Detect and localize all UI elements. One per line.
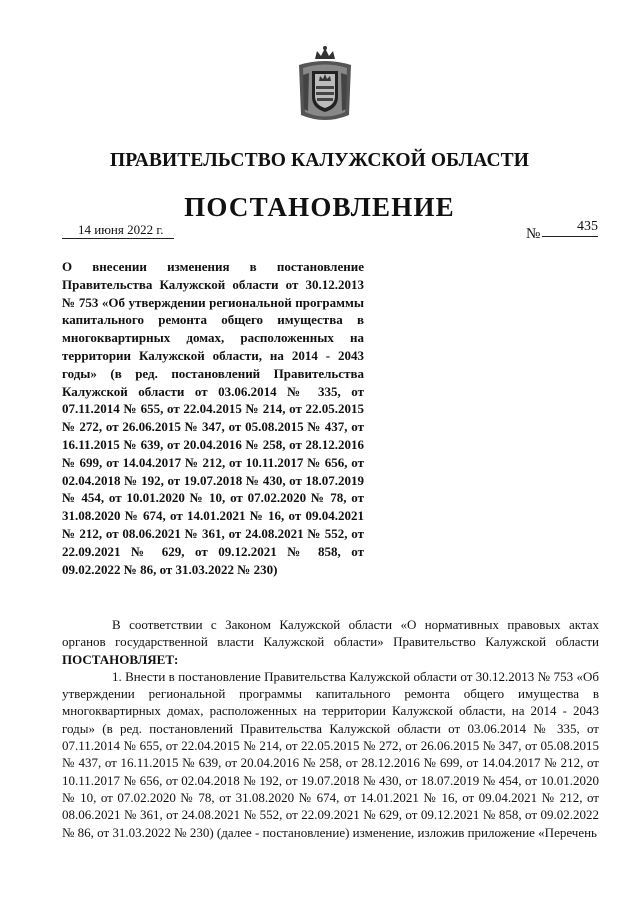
document-subject xyxy=(62,258,364,578)
document-type-title: ПОСТАНОВЛЕНИЕ xyxy=(184,192,455,222)
number-label: № xyxy=(526,226,541,242)
document-number: 435 xyxy=(542,218,598,237)
document-date: 14 июня 2022 г. xyxy=(62,222,174,239)
preamble-text: В соответствии с Законом Калужской области «О нормативных правовых актах органов государственной власти Калужской области» Правительство Калужской области xyxy=(62,617,599,650)
preamble-paragraph xyxy=(62,616,599,668)
document-body xyxy=(62,616,599,841)
subject-last-line: 09.02.2022 № 86, от 31.03.2022 № 230) xyxy=(62,561,278,577)
decree-word: ПОСТАНОВЛЯЕТ: xyxy=(62,651,179,667)
subject-text: О внесении изменения в постановление Правительства Калужской области от 30.12.2013 № 753 «Об утверждении региональной программы капитального ремонта общего имущества в многоквартирных домах, расположенных на территории Калужской области, на 2014 - 2043 годы» (в ред. постановлений Правительства Калужской области от 03.06.2014 № 335, от 07.11.2014 № 655, от 22.04.2015 № 214, от 22.05.2015 № 272, от 26.06.2015 № 347, от 05.08.2015 № 437, от 16.11.2015 № 639, от 20.04.2016 № 258, от 28.12.2016 № 699, от 14.04.2017 № 212, от 10.11.2017 № 656, от 02.04.2018 № 192, от 19.07.2018 № 430, от 18.07.2019 № 454, от 10.01.2020 № 10, от 07.02.2020 № 78, от 31.08.2020 № 674, от 14.01.2021 № 16, от 09.04.2021 № 212, от 08.06.2021 № 361, от 24.08.2021 № 552, от 22.09.2021 № 629, от 09.12.2021 № 858, от xyxy=(62,259,364,559)
coat-of-arms-icon xyxy=(295,45,355,125)
government-title: ПРАВИТЕЛЬСТВО КАЛУЖСКОЙ ОБЛАСТИ xyxy=(109,150,530,171)
item-1-paragraph: 1. Внести в постановление Правительства Калужской области от 30.12.2013 № 753 «Об утверждении региональной программы капитального ремонта общего имущества в многоквартирных домах, расположенных на территории Калужской области, на 2014 - 2043 годы» (в ред. постановлений Правительства Калужской области от 03.06.2014 № 335, от 07.11.2014 № 655, от 22.04.2015 № 214, от 22.05.2015 № 272, от 26.06.2015 № 347, от 05.08.2015 № 437, от 16.11.2015 № 639, от 20.04.2016 № 258, от 28.12.2016 № 699, от 14.04.2017 № 212, от 10.11.2017 № 656, от 02.04.2018 № 192, от 19.07.2018 № 430, от 18.07.2019 № 454, от 10.01.2020 № 10, от 07.02.2020 № 78, от 31.08.2020 № 674, от 14.01.2021 № 16, от 09.04.2021 № 212, от 08.06.2021 № 361, от 24.08.2021 № 552, от 22.09.2021 № 629, от 09.12.2021 № 858, от 09.02.2022 № 86, от 31.03.2022 № 230) (далее - постановление) изменение, изложив приложение «Перечень xyxy=(62,668,599,840)
